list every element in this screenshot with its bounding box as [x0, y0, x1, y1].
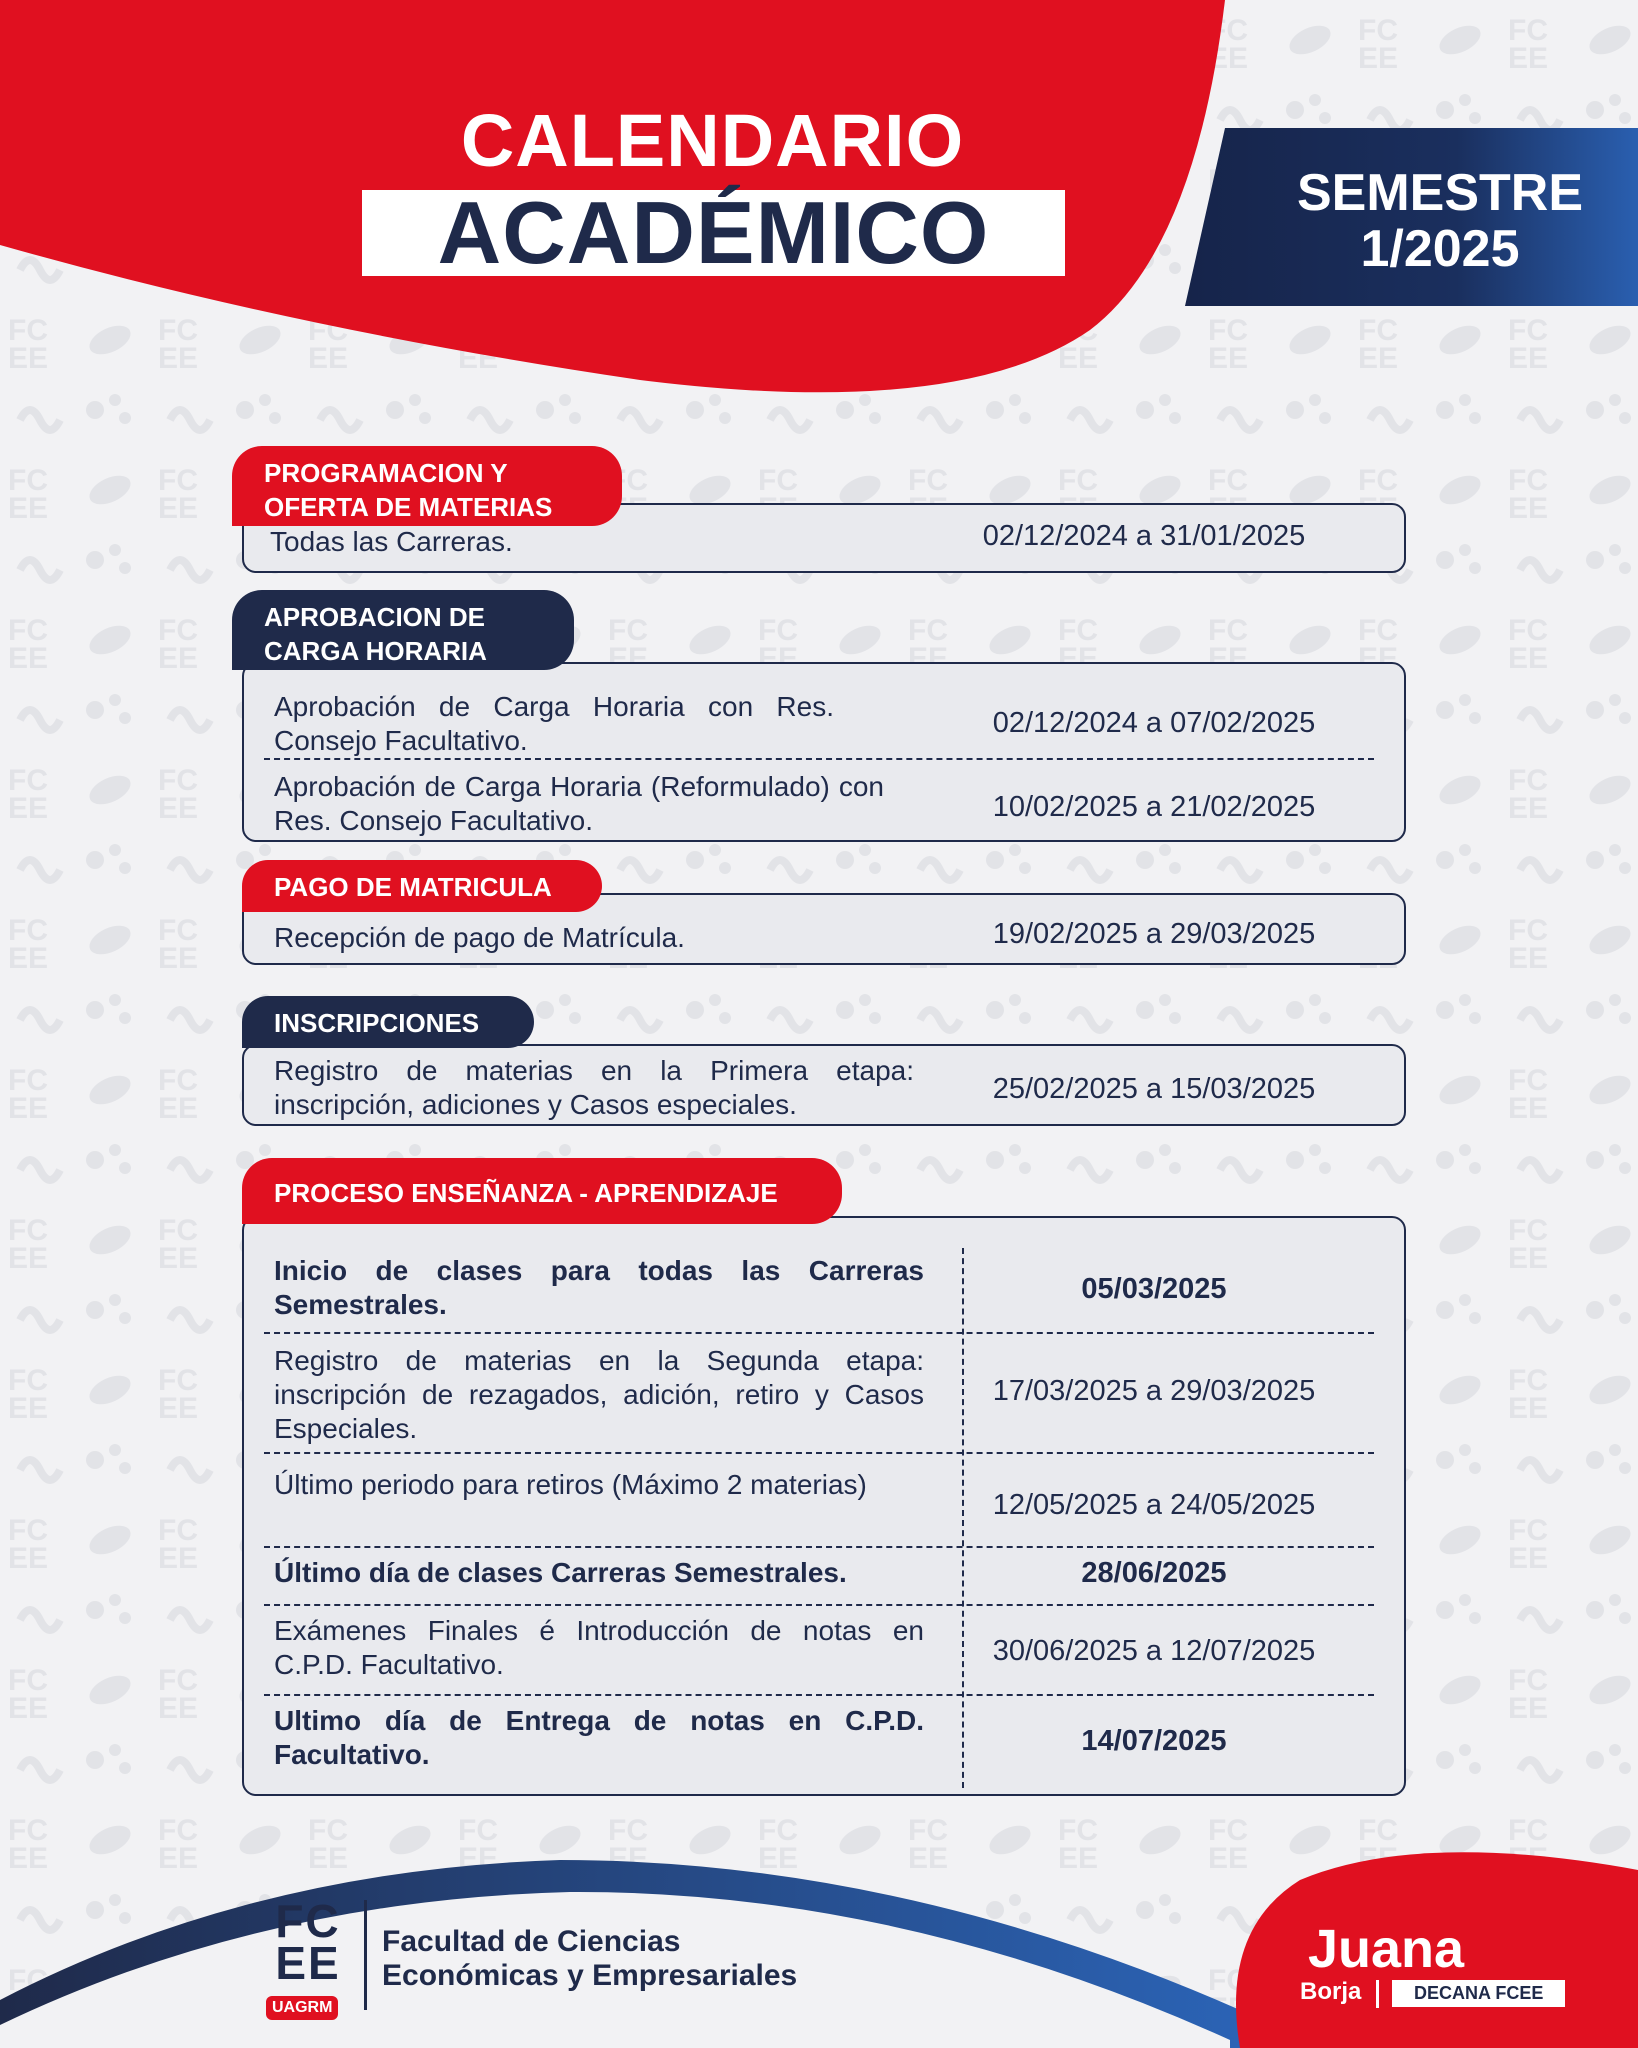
row-divider: [264, 758, 1374, 760]
date-single: 05/03/2025: [1081, 1273, 1227, 1305]
section-proceso: [242, 1216, 1406, 1796]
uagrm-badge: UAGRM: [266, 1996, 338, 2020]
section-tag-aprobacion: APROBACION DE CARGA HORARIA: [232, 590, 574, 670]
footer-divider: [364, 1900, 367, 2010]
activity-text: Último periodo para retiros (Máximo 2 materias): [274, 1469, 867, 1500]
activity-text: Registro de materias en la Primera etapa: inscripción, adiciones y Casos especiales.: [274, 1055, 914, 1120]
activity-text: Último día de clases Carreras Semestrales.: [274, 1557, 847, 1588]
date-range: 19/02/2025 a 29/03/2025: [992, 918, 1316, 950]
row-divider: [264, 1694, 1374, 1696]
activity-text: Registro de materias en la Segunda etapa: inscripción de rezagados, adición, retiro y Casos Especiales.: [274, 1345, 924, 1444]
section-aprobacion: [242, 662, 1406, 842]
title-line2: ACADÉMICO: [437, 183, 990, 282]
activity-text: Todas las Carreras.: [270, 526, 513, 557]
row-divider: [264, 1332, 1374, 1334]
signature-name: Juana: [1308, 1919, 1465, 1979]
activity-text: Inicio de clases para todas las Carreras Semestrales.: [274, 1255, 924, 1320]
date-single: 14/07/2025: [1081, 1725, 1227, 1757]
faculty-name: [382, 1925, 797, 1993]
date-range: 30/06/2025 a 12/07/2025: [992, 1635, 1316, 1667]
section-inscripciones: [242, 1044, 1406, 1126]
activity-text: Ultimo día de Entrega de notas en C.P.D. Facultativo.: [274, 1705, 924, 1770]
signature-divider: [1376, 1980, 1379, 2008]
date-range: 25/02/2025 a 15/03/2025: [992, 1073, 1316, 1105]
date-range: 17/03/2025 a 29/03/2025: [992, 1375, 1316, 1407]
section-tag-proceso: PROCESO ENSEÑANZA - APRENDIZAJE: [242, 1158, 842, 1224]
activity-text: Exámenes Finales é Introducción de notas en C.P.D. Facultativo.: [274, 1615, 924, 1680]
title-line1: CALENDARIO: [460, 99, 965, 182]
date-range: 02/12/2024 a 31/01/2025: [982, 520, 1306, 552]
semester-word: SEMESTRE: [1296, 164, 1584, 222]
row-divider: [264, 1604, 1374, 1606]
date-range: 10/02/2025 a 21/02/2025: [992, 791, 1316, 823]
signature-surname: Borja: [1300, 1978, 1362, 2005]
section-tag-inscripciones: INSCRIPCIONES: [242, 996, 534, 1048]
faculty-line1: Facultad de Ciencias: [382, 1925, 681, 1958]
activity-text: Aprobación de Carga Horaria (Reformulado) con Res. Consejo Facultativo.: [274, 771, 884, 836]
row-divider: [264, 1546, 1374, 1548]
signature-role: DECANA FCEE: [1392, 1980, 1565, 2007]
date-single: 28/06/2025: [1081, 1557, 1227, 1589]
semester-label: [1240, 165, 1638, 277]
row-divider: [264, 1452, 1374, 1454]
date-range: 02/12/2024 a 07/02/2025: [992, 707, 1316, 739]
faculty-line2: Económicas y Empresariales: [382, 1959, 798, 1992]
section-tag-programacion: PROGRAMACION Y OFERTA DE MATERIAS: [232, 446, 622, 526]
date-range: 12/05/2025 a 24/05/2025: [992, 1489, 1316, 1521]
fcee-logo: FC EE: [275, 1895, 341, 1989]
section-tag-pago: PAGO DE MATRICULA: [242, 860, 602, 912]
activity-text: Aprobación de Carga Horaria con Res. Consejo Facultativo.: [274, 691, 834, 756]
activity-text: Recepción de pago de Matrícula.: [274, 922, 685, 953]
semester-number: 1/2025: [1360, 220, 1520, 278]
